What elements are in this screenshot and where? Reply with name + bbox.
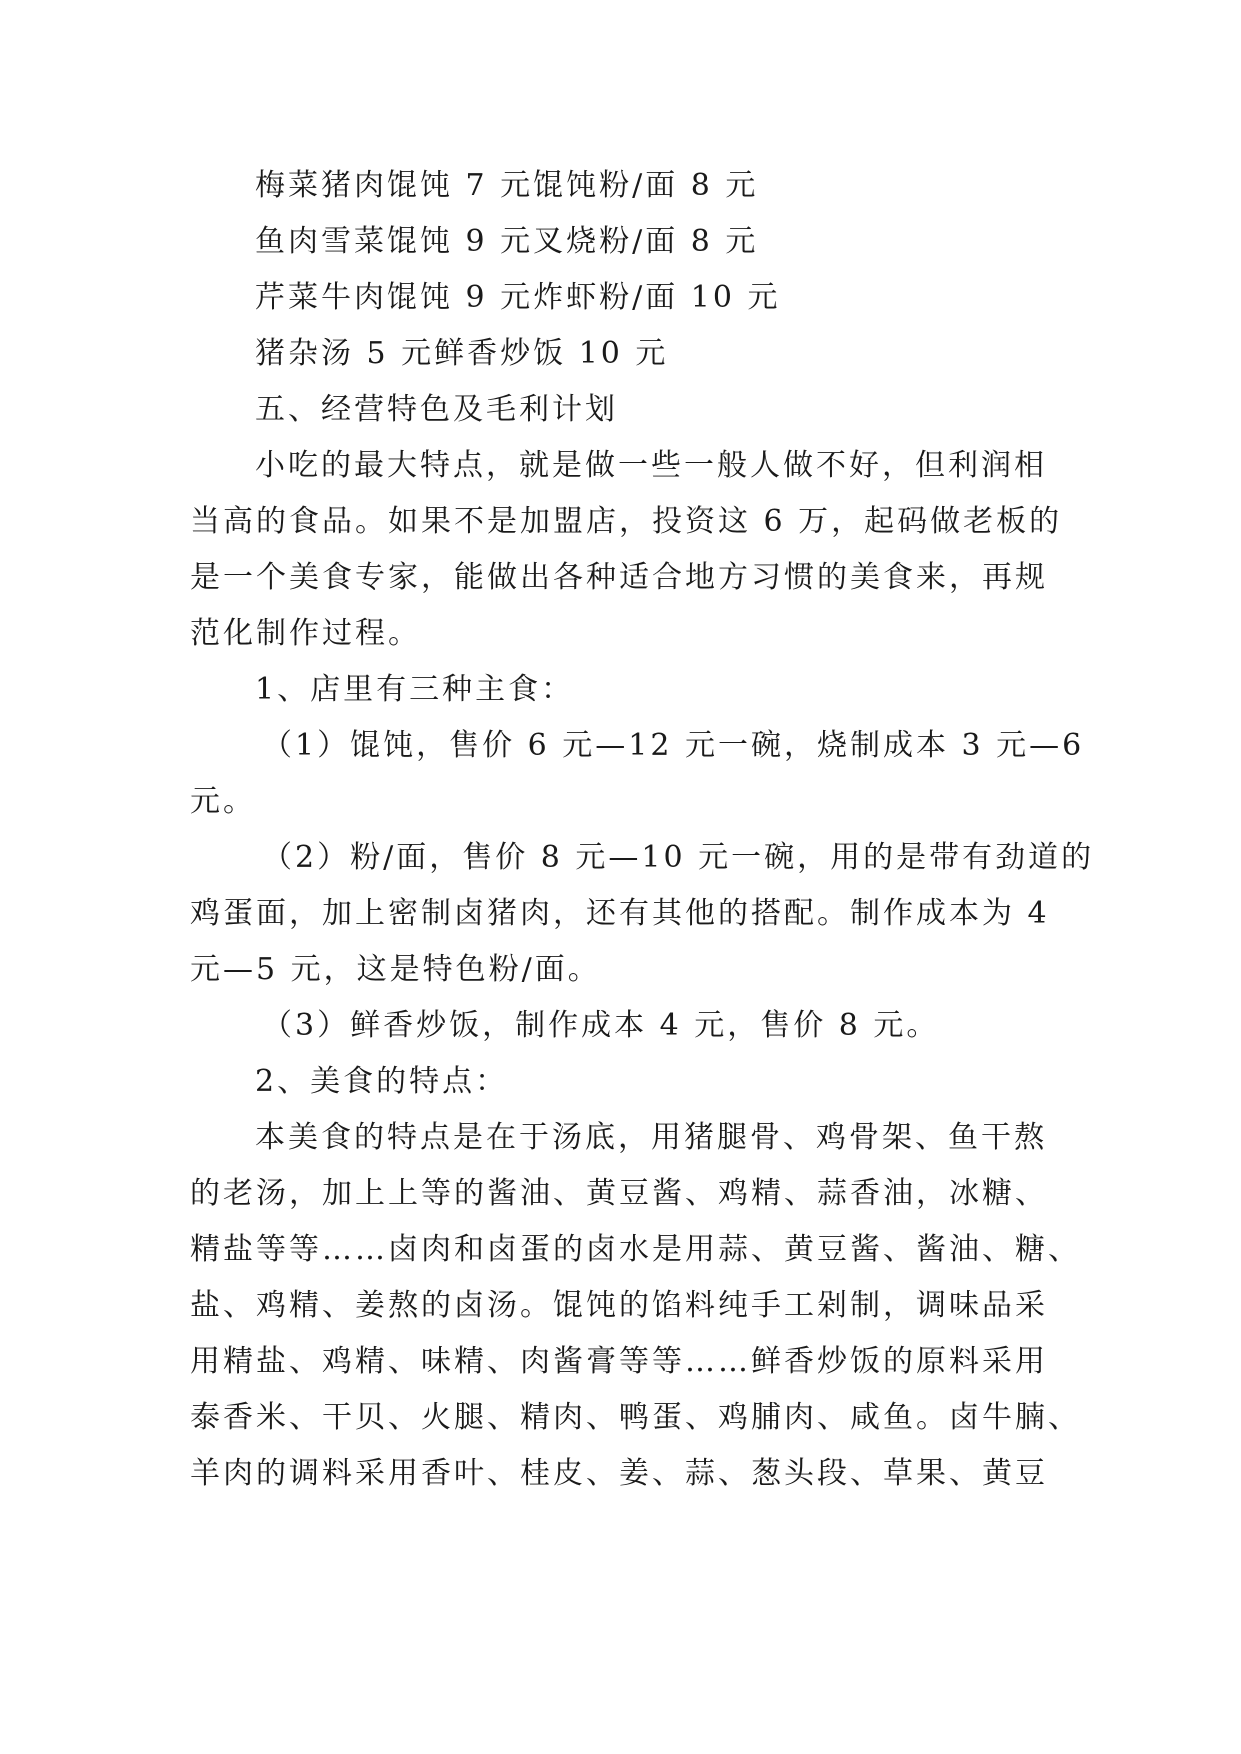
subheading: 2、美食的特点： bbox=[255, 1064, 509, 1099]
paragraph-line: 本美食的特点是在于汤底，用猪腿骨、鸡骨架、鱼干熬 bbox=[255, 1120, 1047, 1155]
paragraph-line: 元。 bbox=[190, 784, 256, 819]
menu-line-4: 猪杂汤 5 元鲜香炒饭 10 元 bbox=[255, 336, 669, 371]
paragraph-line: 盐、鸡精、姜熬的卤汤。馄饨的馅料纯手工剁制，调味品采 bbox=[190, 1288, 1048, 1323]
paragraph-line: （3）鲜香炒饭，制作成本 4 元，售价 8 元。 bbox=[262, 1008, 940, 1043]
paragraph-line: 用精盐、鸡精、味精、肉酱膏等等……鲜香炒饭的原料采用 bbox=[190, 1344, 1048, 1379]
paragraph-line: 小吃的最大特点，就是做一些一般人做不好，但利润相 bbox=[255, 448, 1047, 483]
paragraph-line: 是一个美食专家，能做出各种适合地方习惯的美食来，再规 bbox=[190, 560, 1048, 595]
paragraph-line: （1）馄饨，售价 6 元—12 元一碗，烧制成本 3 元—6 bbox=[262, 728, 1085, 763]
menu-line-1: 梅菜猪肉馄饨 7 元馄饨粉/面 8 元 bbox=[255, 168, 759, 203]
section-heading: 五、经营特色及毛利计划 bbox=[255, 392, 618, 427]
subheading: 1、店里有三种主食： bbox=[255, 672, 575, 707]
paragraph-line: （2）粉/面，售价 8 元—10 元一碗，用的是带有劲道的 bbox=[262, 840, 1095, 875]
paragraph-line: 精盐等等……卤肉和卤蛋的卤水是用蒜、黄豆酱、酱油、糖、 bbox=[190, 1232, 1081, 1267]
paragraph-line: 泰香米、干贝、火腿、精肉、鸭蛋、鸡脯肉、咸鱼。卤牛腩、 bbox=[190, 1400, 1081, 1435]
paragraph-line: 元—5 元，这是特色粉/面。 bbox=[190, 952, 601, 987]
paragraph-line: 当高的食品。如果不是加盟店，投资这 6 万，起码做老板的 bbox=[190, 504, 1063, 539]
paragraph-line: 的老汤，加上上等的酱油、黄豆酱、鸡精、蒜香油，冰糖、 bbox=[190, 1176, 1048, 1211]
paragraph-line: 鸡蛋面，加上密制卤猪肉，还有其他的搭配。制作成本为 4 bbox=[190, 896, 1050, 931]
paragraph-line: 范化制作过程。 bbox=[190, 616, 421, 651]
menu-line-2: 鱼肉雪菜馄饨 9 元叉烧粉/面 8 元 bbox=[255, 224, 759, 259]
paragraph-line: 羊肉的调料采用香叶、桂皮、姜、蒜、葱头段、草果、黄豆 bbox=[190, 1456, 1048, 1491]
menu-line-3: 芹菜牛肉馄饨 9 元炸虾粉/面 10 元 bbox=[255, 280, 781, 315]
